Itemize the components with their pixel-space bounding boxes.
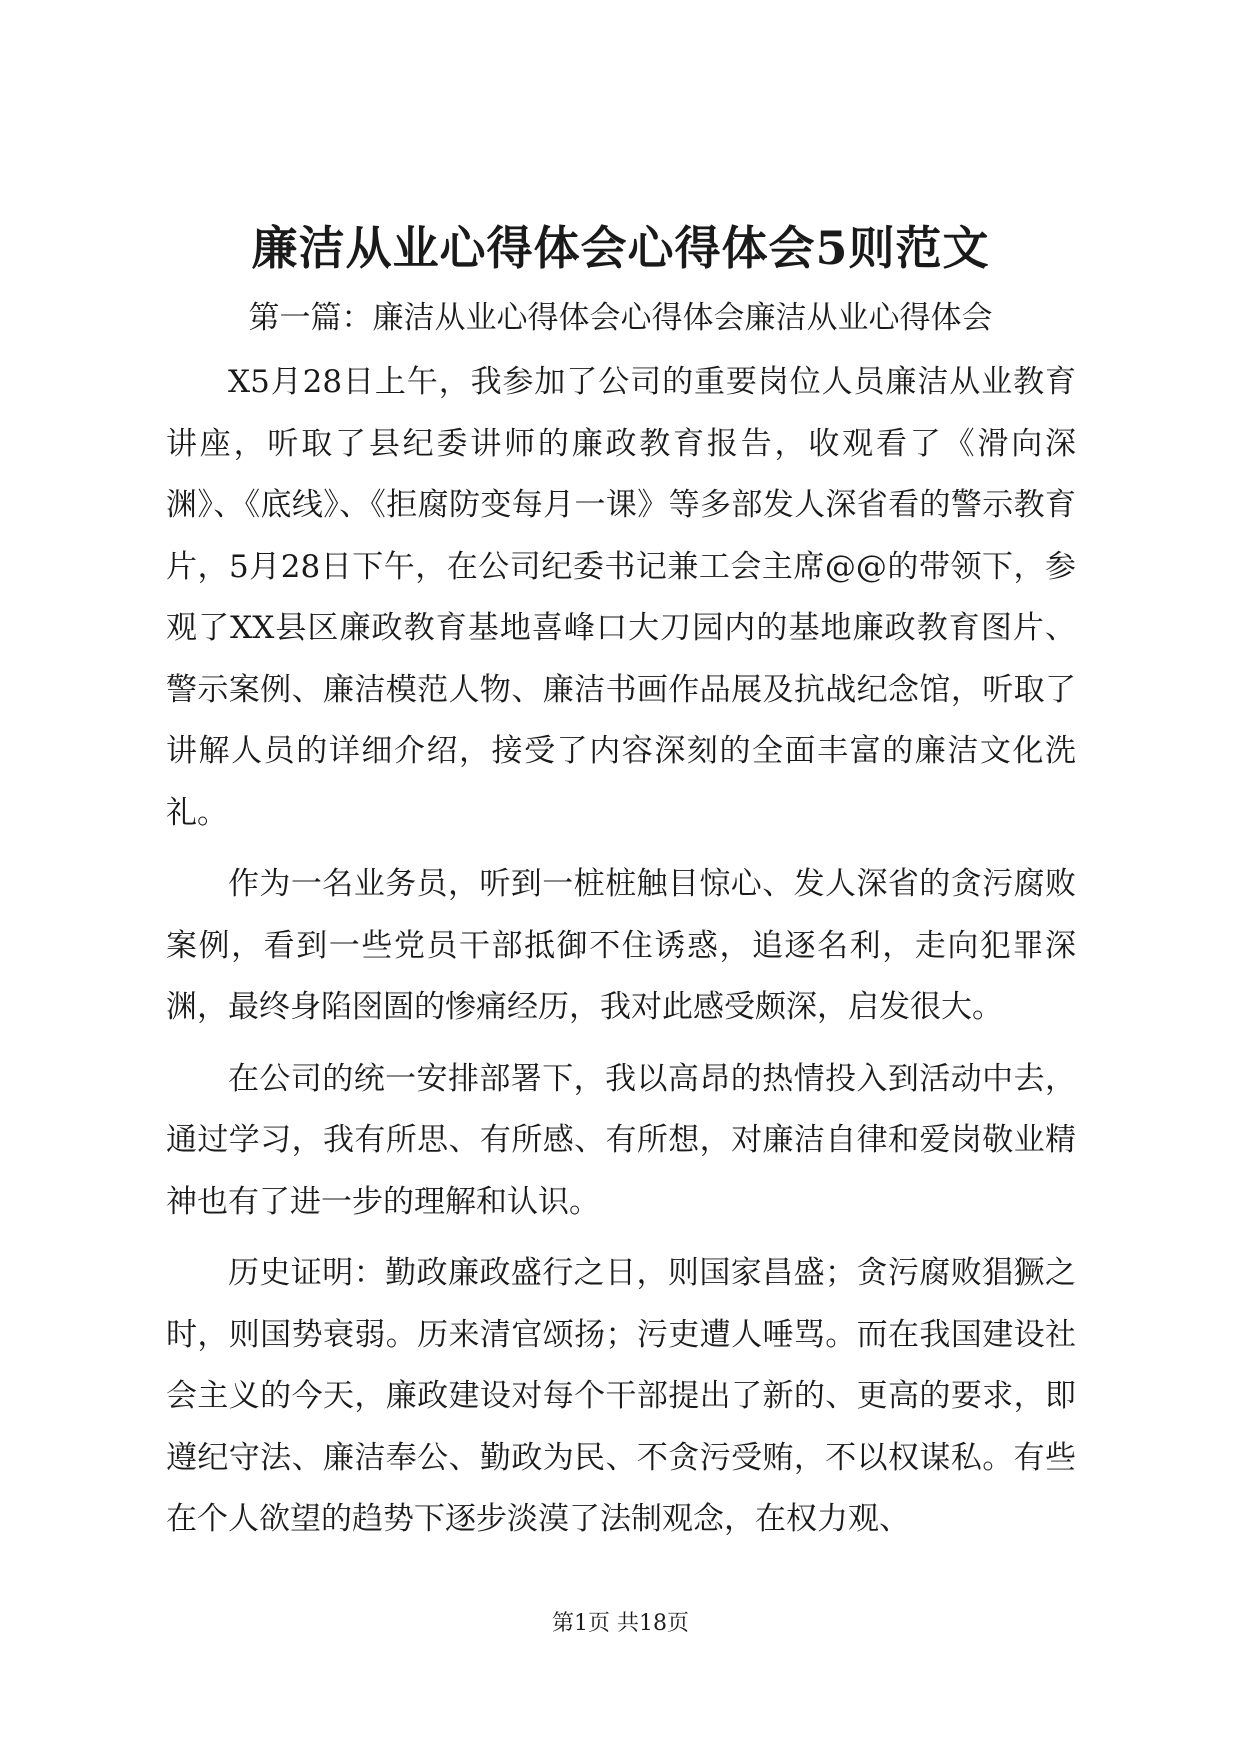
paragraph: 作为一名业务员，听到一桩桩触目惊心、发人深省的贪污腐败案例，看到一些党员干部抵御不住诱惑，追逐名利，走向犯罪深渊，最终身陷囹圄的惨痛经历，我对此感受颇深，启发很大。 xyxy=(166,866,1076,1025)
page-number-footer: 第1页 共18页 xyxy=(552,1611,689,1636)
document-body xyxy=(166,352,1076,1561)
paragraph: 在公司的统一安排部署下，我以高昂的热情投入到活动中去，通过学习，我有所思、有所感、有所想，对廉洁自律和爱岗敬业精神也有了进一步的理解和认识。 xyxy=(166,1060,1076,1220)
document-title: 廉洁从业心得体会心得体会5则范文 xyxy=(251,221,990,275)
paragraph: X5月28日上午，我参加了公司的重要岗位人员廉洁从业教育讲座，听取了县纪委讲师的廉政教育报告，收观看了《滑向深渊》、《底线》、《拒腐防变每月一课》等多部发人深省看的警示教育片，5月28日下午，在公司纪委书记兼工会主席@@的带领下，参观了XX县区廉政教育基地喜峰口大刀园内的基地廉政教育图片、警示案例、廉洁模范人物、廉洁书画作品展及抗战纪念馆，听取了讲解人员的详细介绍，接受了内容深刻的全面丰富的廉洁文化洗礼。 xyxy=(166,364,1076,831)
document-subtitle: 第一篇：廉洁从业心得体会心得体会廉洁从业心得体会 xyxy=(248,300,993,336)
paragraph: 历史证明：勤政廉政盛行之日，则国家昌盛；贪污腐败猖獗之时，则国势衰弱。历来清官颂扬；污吏遭人唾骂。而在我国建设社会主义的今天，廉政建设对每个干部提出了新的、更高的要求，即遵纪守法、廉洁奉公、勤政为民、不贪污受贿，不以权谋私。有些在个人欲望的趋势下逐步淡漠了法制观念，在权力观、 xyxy=(166,1255,1076,1537)
